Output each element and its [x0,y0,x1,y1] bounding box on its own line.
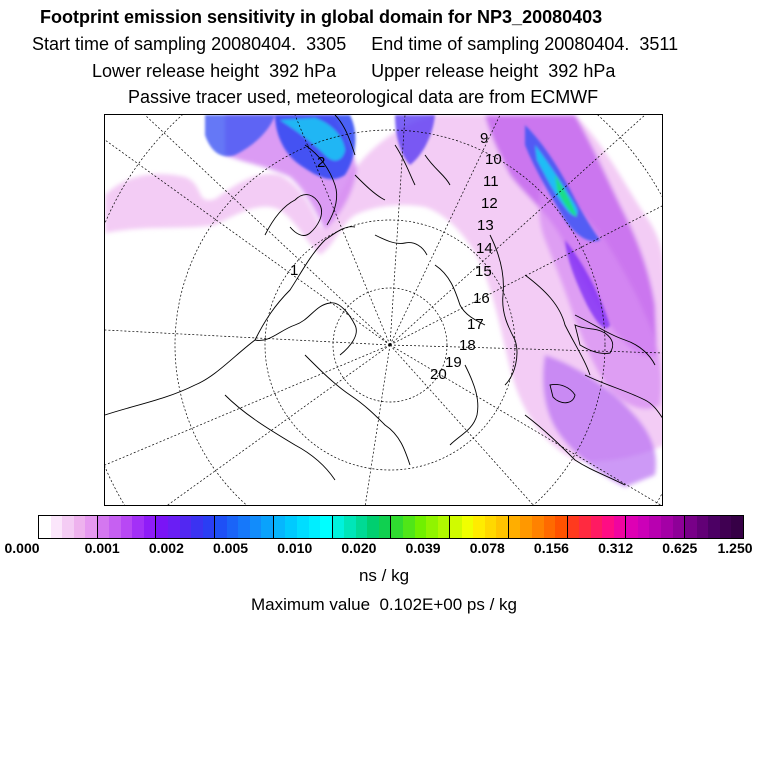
trajectory-marker-16: 16 [473,290,490,307]
colorbar-swatch [731,516,743,538]
colorbar-swatch [379,516,391,538]
colorbar-swatch [638,516,650,538]
colorbar-tick-label: 0.039 [405,540,441,556]
colorbar-swatch [285,516,297,538]
trajectory-marker-17: 17 [467,316,484,333]
maximum-value-label: Maximum value 0.102E+00 ps / kg [251,595,517,614]
colorbar-swatch [250,516,262,538]
colorbar-swatch [496,516,508,538]
trajectory-marker-15: 15 [475,263,492,280]
map-title: Footprint emission sensitivity in global domain for NP3_20080403 [40,7,603,27]
colorbar-swatch [462,516,474,538]
colorbar-swatch [227,516,239,538]
colorbar-swatch [85,516,97,538]
colorbar-tick-label: 0.625 [662,540,698,556]
colorbar-swatch [602,516,614,538]
colorbar-swatch [625,516,638,538]
colorbar-tick-label: 0.000 [4,540,40,556]
colorbar-swatch [367,516,379,538]
colorbar-swatch [415,516,427,538]
colorbar-swatch [532,516,544,538]
trajectory-marker-14: 14 [476,240,493,257]
colorbar-swatch [473,516,485,538]
trajectory-marker-20: 20 [430,366,447,383]
colorbar-swatch [168,516,180,538]
colorbar-swatch [614,516,626,538]
trajectory-marker-9: 9 [480,130,489,147]
colorbar [38,515,744,539]
map-panel [104,114,663,506]
colorbar-swatch [673,516,685,538]
trajectory-marker-19: 19 [445,354,462,371]
colorbar-swatch [309,516,321,538]
colorbar-swatch [508,516,521,538]
colorbar-swatch [238,516,250,538]
colorbar-tick-label: 0.020 [341,540,377,556]
colorbar-swatch [649,516,661,538]
colorbar-swatch [403,516,415,538]
colorbar-swatch [332,516,345,538]
colorbar-swatch [697,516,709,538]
colorbar-swatch [485,516,497,538]
colorbar-swatch [39,516,51,538]
footprint-plume [105,115,663,487]
colorbar-swatch [297,516,309,538]
colorbar-swatch [203,516,215,538]
colorbar-tick-label: 0.156 [533,540,569,556]
colorbar-tick-label: 0.002 [148,540,184,556]
trajectory-marker-18: 18 [459,337,476,354]
colorbar-swatch [62,516,74,538]
colorbar-swatch [144,516,156,538]
colorbar-tick-label: 0.005 [213,540,249,556]
colorbar-swatch [579,516,591,538]
colorbar-swatch [356,516,368,538]
colorbar-tick-label: 0.312 [598,540,634,556]
colorbar-tick-label: 1.250 [717,540,753,556]
colorbar-swatch [155,516,168,538]
colorbar-swatch [320,516,332,538]
trajectory-marker-2: 2 [317,154,326,171]
colorbar-swatch [214,516,227,538]
colorbar-swatch [426,516,438,538]
colorbar-swatch [438,516,450,538]
trajectory-marker-12: 12 [481,195,498,212]
trajectory-marker-13: 13 [477,217,494,234]
colorbar-tick-label: 0.001 [84,540,120,556]
trajectory-marker-1: 1 [290,262,299,279]
colorbar-swatch [273,516,286,538]
colorbar-swatch [390,516,403,538]
colorbar-swatch [567,516,580,538]
trajectory-marker-10: 10 [485,151,502,168]
colorbar-swatch [344,516,356,538]
colorbar-swatch [180,516,192,538]
colorbar-swatch [661,516,673,538]
colorbar-swatch [121,516,133,538]
tracer-info-line: Passive tracer used, meteorological data are from ECMWF [128,87,599,107]
colorbar-swatch [708,516,720,538]
colorbar-swatch [449,516,462,538]
colorbar-swatch [684,516,697,538]
colorbar-swatch [261,516,273,538]
sampling-time-line: Start time of sampling 20080404. 3305 End time of sampling 20080404. 3511 [32,34,679,54]
unit-label: ns / kg [358,566,410,585]
colorbar-swatch [97,516,110,538]
colorbar-swatch [132,516,144,538]
colorbar-tick-label: 0.078 [469,540,505,556]
colorbar-swatch [591,516,603,538]
release-height-line: Lower release height 392 hPa Upper release height 392 hPa [92,61,616,81]
colorbar-swatch [51,516,63,538]
trajectory-marker-11: 11 [483,173,499,190]
polar-map [105,115,663,506]
colorbar-swatch [720,516,732,538]
colorbar-swatch [544,516,556,538]
colorbar-swatch [74,516,86,538]
colorbar-swatch [555,516,567,538]
colorbar-swatch [520,516,532,538]
colorbar-tick-label: 0.010 [277,540,313,556]
colorbar-swatch [109,516,121,538]
colorbar-swatch [191,516,203,538]
